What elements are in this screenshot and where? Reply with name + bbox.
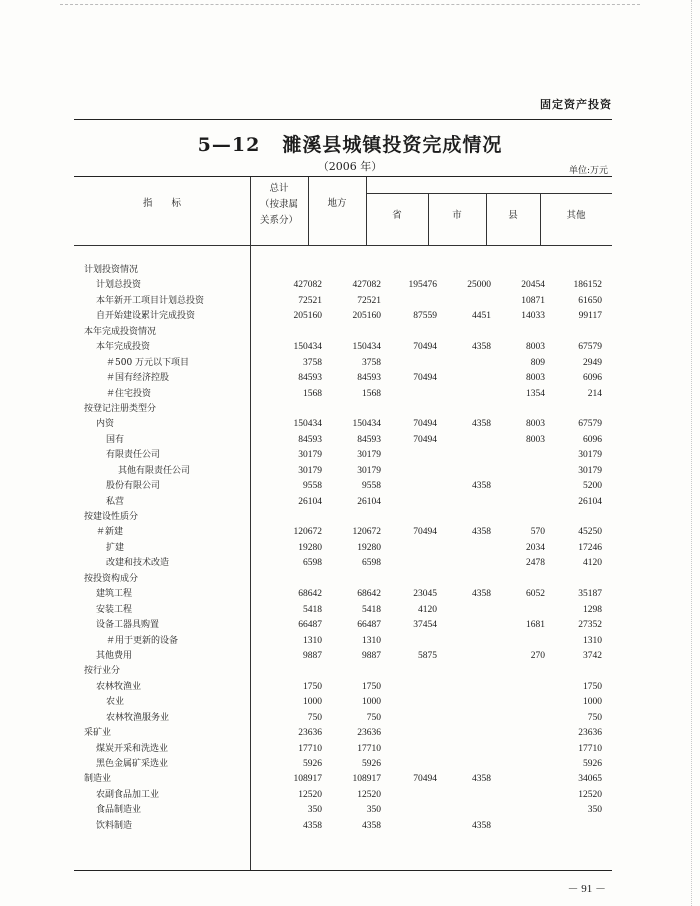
table-top-rule	[74, 176, 612, 177]
row-label: 采矿业	[84, 728, 112, 739]
header-province: 省	[392, 210, 402, 221]
page-number: － 91 －	[567, 883, 606, 895]
cell-province: 70494	[413, 373, 437, 384]
cell-other: 186152	[573, 280, 602, 291]
row-label: 食品制造业	[96, 805, 142, 816]
cell-other: 1310	[583, 635, 602, 646]
cell-local: 84593	[357, 434, 381, 445]
cell-local: 5418	[362, 604, 381, 615]
cell-local: 5926	[362, 759, 381, 769]
cell-city: 4451	[472, 311, 491, 322]
cell-other: 5926	[583, 759, 602, 769]
cell-local: 84593	[357, 373, 381, 384]
cell-total: 3758	[303, 357, 322, 368]
cell-total: 12520	[298, 789, 322, 800]
table-row	[74, 726, 612, 741]
row-label: 改建和技术改造	[106, 558, 170, 569]
table-row	[74, 680, 612, 695]
row-label: 扩建	[106, 542, 125, 553]
cell-other: 4120	[583, 558, 602, 569]
cell-other: 1750	[583, 681, 602, 692]
cell-city: 4358	[472, 481, 491, 492]
cell-local: 17710	[357, 743, 381, 754]
table-row	[74, 278, 612, 293]
row-label: 国有	[106, 434, 125, 445]
row-label: 股份有限公司	[106, 481, 161, 492]
cell-local: 108917	[352, 774, 381, 785]
cell-province: 37454	[413, 620, 437, 631]
cell-local: 350	[366, 805, 381, 816]
cell-other: 67579	[578, 342, 602, 353]
cell-county: 8003	[526, 373, 545, 384]
row-label: 农林牧渔服务业	[106, 712, 170, 723]
cell-other: 17710	[578, 743, 602, 754]
row-label: ＃国有经济控股	[106, 373, 170, 384]
table-row	[74, 464, 612, 479]
cell-local: 1000	[362, 697, 381, 708]
cell-total: 150434	[293, 342, 322, 353]
table-row	[74, 788, 612, 803]
cell-city: 4358	[472, 589, 491, 600]
table-row	[74, 371, 612, 386]
table-row	[74, 417, 612, 432]
unit-label: 单位:万元	[568, 166, 608, 176]
cell-other: 67579	[578, 419, 602, 430]
cell-other: 350	[587, 805, 602, 816]
table-row	[74, 649, 612, 664]
table-body	[74, 263, 612, 834]
row-label: 饮料制造	[96, 820, 133, 831]
cell-other: 30179	[578, 465, 602, 476]
cell-total: 84593	[298, 434, 322, 445]
cell-other: 99117	[578, 311, 602, 322]
cell-local: 150434	[352, 342, 381, 353]
table-row	[74, 664, 612, 679]
cell-county: 1354	[526, 388, 545, 399]
cell-total: 84593	[298, 373, 322, 384]
cell-total: 68642	[298, 589, 322, 600]
cell-city: 4358	[472, 419, 491, 430]
row-label: ＃500 万元以下项目	[106, 357, 190, 368]
table-row	[74, 402, 612, 417]
row-label: 本年新开工项目计划总投资	[96, 295, 205, 306]
cell-local: 68642	[357, 589, 381, 600]
cell-total: 1750	[303, 681, 322, 692]
table-row	[74, 294, 612, 309]
header-total	[250, 181, 308, 229]
table-row	[74, 309, 612, 324]
row-label: 本年完成投资	[96, 342, 151, 353]
cell-local: 205160	[352, 311, 381, 322]
row-label: 计划总投资	[96, 280, 142, 291]
table-row	[74, 603, 612, 618]
cell-city: 4358	[472, 527, 491, 538]
cell-other: 23636	[578, 728, 602, 739]
header-county: 县	[508, 210, 518, 221]
cell-city: 25000	[467, 280, 491, 291]
table-row	[74, 587, 612, 602]
cell-total: 23636	[298, 728, 322, 739]
cell-other: 3742	[583, 650, 602, 661]
row-label: ＃住宅投资	[106, 388, 152, 399]
table-row	[74, 325, 612, 340]
table-row	[74, 742, 612, 757]
cell-other: 6096	[583, 434, 602, 445]
cell-total: 350	[307, 805, 322, 816]
cell-total: 4358	[303, 820, 322, 831]
row-label: 其他有限责任公司	[118, 465, 191, 476]
cell-total: 9558	[303, 481, 322, 492]
cell-total: 750	[307, 712, 322, 723]
cell-other: 61650	[578, 295, 602, 306]
row-label: 制造业	[84, 774, 112, 785]
row-label: 按建设性质分	[84, 512, 139, 522]
header-total-line1: 总计	[269, 183, 289, 194]
cell-county: 2034	[526, 542, 545, 553]
table-row	[74, 479, 612, 494]
cell-county: 1681	[526, 620, 545, 631]
table-number: 5—12	[197, 134, 261, 156]
cell-local: 30179	[357, 465, 381, 476]
cell-total: 30179	[298, 465, 322, 476]
table-row	[74, 803, 612, 818]
row-label: 内资	[96, 419, 115, 430]
cell-total: 30179	[298, 450, 322, 461]
cell-county: 2478	[526, 558, 545, 569]
cell-total: 9887	[303, 650, 322, 661]
cell-total: 19280	[298, 542, 322, 553]
cell-county: 10871	[521, 295, 545, 306]
cell-other: 5200	[583, 481, 602, 492]
cell-province: 70494	[413, 434, 437, 445]
row-label: 按行业分	[84, 666, 121, 677]
cell-local: 750	[366, 712, 381, 723]
row-label: 建筑工程	[96, 589, 133, 600]
cell-other: 214	[587, 388, 602, 399]
header-other: 其他	[566, 210, 586, 221]
cell-county: 20454	[521, 280, 545, 291]
cell-total: 5418	[303, 604, 322, 615]
table-row	[74, 572, 612, 587]
cell-local: 1310	[362, 635, 381, 646]
cell-county: 270	[530, 650, 545, 661]
table-row	[74, 634, 612, 649]
table-row	[74, 618, 612, 633]
table-row	[74, 495, 612, 510]
table-row	[74, 510, 612, 525]
row-label: 其他费用	[96, 650, 133, 661]
cell-other: 26104	[578, 496, 602, 507]
cell-city: 4358	[472, 342, 491, 353]
row-label: 有限责任公司	[106, 450, 161, 461]
header-divider	[74, 119, 612, 120]
cell-local: 72521	[357, 295, 381, 306]
cell-province: 5875	[418, 650, 437, 661]
cell-other: 45250	[578, 527, 602, 538]
cell-local: 4358	[362, 820, 381, 831]
table-row	[74, 448, 612, 463]
table-row	[74, 387, 612, 402]
cell-local: 1750	[362, 681, 381, 692]
cell-local: 150434	[352, 419, 381, 430]
table-row	[74, 263, 612, 278]
cell-total: 6598	[303, 558, 322, 569]
row-label: 农副食品加工业	[96, 789, 160, 800]
cell-local: 427082	[352, 280, 381, 291]
cell-total: 17710	[298, 743, 322, 754]
cell-province: 70494	[413, 419, 437, 430]
header-total-line3: 关系分）	[259, 215, 298, 226]
row-label: 黑色金属矿采选业	[96, 759, 169, 769]
row-label: 设备工器具购置	[96, 620, 160, 631]
cell-province: 70494	[413, 342, 437, 353]
cell-local: 1568	[362, 388, 381, 399]
cell-county: 809	[530, 357, 545, 368]
table-header-bottom-rule	[74, 245, 612, 246]
cell-province: 70494	[413, 527, 437, 538]
table-row	[74, 525, 612, 540]
cell-other: 30179	[578, 450, 602, 461]
cell-county: 8003	[526, 342, 545, 353]
cell-city: 4358	[472, 774, 491, 785]
row-label: 安装工程	[96, 604, 133, 615]
cell-local: 30179	[357, 450, 381, 461]
cell-other: 35187	[578, 589, 602, 600]
cell-province: 4120	[418, 604, 437, 615]
cell-total: 72521	[298, 295, 322, 306]
cell-total: 1568	[303, 388, 322, 399]
cell-other: 34065	[578, 774, 602, 785]
cell-local: 9558	[362, 481, 381, 492]
cell-county: 8003	[526, 434, 545, 445]
cell-total: 1000	[303, 697, 322, 708]
cell-county: 8003	[526, 419, 545, 430]
table-row	[74, 772, 612, 787]
cell-total: 120672	[293, 527, 322, 538]
table-year: （2006 年）	[317, 160, 383, 173]
cell-county: 6052	[526, 589, 545, 600]
cell-county: 14033	[521, 311, 545, 322]
cell-total: 5926	[303, 759, 322, 769]
table-row	[74, 711, 612, 726]
cell-other: 1000	[583, 697, 602, 708]
row-label: 农林牧渔业	[96, 681, 142, 692]
header-local: 地方	[327, 198, 347, 209]
table-row	[74, 757, 612, 772]
cell-local: 26104	[357, 496, 381, 507]
cell-total: 205160	[293, 311, 322, 322]
cell-local: 12520	[357, 789, 381, 800]
row-label: 私营	[106, 496, 125, 507]
table-row	[74, 819, 612, 834]
cell-total: 26104	[298, 496, 322, 507]
cell-total: 427082	[293, 280, 322, 291]
cell-other: 6096	[583, 373, 602, 384]
cell-other: 2949	[583, 357, 602, 368]
row-label: 计划投资情况	[84, 265, 139, 275]
cell-province: 87559	[413, 311, 437, 322]
cell-city: 4358	[472, 820, 491, 831]
row-label: 煤炭开采和洗选业	[96, 743, 169, 754]
cell-local: 23636	[357, 728, 381, 739]
header-city: 市	[452, 210, 462, 221]
cell-local: 6598	[362, 558, 381, 569]
table-title-text: 濉溪县城镇投资完成情况	[282, 134, 503, 156]
cell-other: 750	[587, 712, 602, 723]
cell-local: 19280	[357, 542, 381, 553]
row-label: ＃新建	[96, 527, 124, 538]
cell-other: 27352	[578, 620, 602, 631]
table-row	[74, 541, 612, 556]
row-label: 按投资构成分	[84, 573, 139, 584]
cell-province: 195476	[408, 280, 437, 291]
header-total-line2: （按隶属	[259, 199, 298, 210]
table-row	[74, 556, 612, 571]
cell-total: 1310	[303, 635, 322, 646]
cell-local: 120672	[352, 527, 381, 538]
table-row	[74, 433, 612, 448]
row-label: 自开始建设累计完成投资	[96, 311, 196, 322]
table-title	[0, 130, 700, 157]
cell-local: 3758	[362, 357, 381, 368]
scan-top-edge	[60, 4, 640, 5]
cell-other: 1298	[583, 604, 602, 615]
table-row	[74, 340, 612, 355]
cell-province: 23045	[413, 589, 437, 600]
table-row	[74, 356, 612, 371]
header-indicator: 指 标	[142, 198, 181, 209]
row-label: 按登记注册类型分	[84, 403, 157, 414]
cell-total: 108917	[293, 774, 322, 785]
row-label: 本年完成投资情况	[84, 326, 157, 337]
cell-total: 150434	[293, 419, 322, 430]
row-label: 农业	[106, 697, 125, 708]
cell-province: 70494	[413, 774, 437, 785]
cell-total: 66487	[298, 620, 322, 631]
table-row	[74, 695, 612, 710]
cell-county: 570	[530, 527, 545, 538]
table-subheader-rule	[366, 193, 612, 194]
cell-other: 12520	[578, 789, 602, 800]
cell-other: 17246	[578, 542, 602, 553]
table-bottom-rule	[74, 870, 612, 871]
row-label: ＃用于更新的设备	[106, 635, 179, 646]
cell-local: 9887	[362, 650, 381, 661]
cell-local: 66487	[357, 620, 381, 631]
section-header: 固定资产投资	[540, 98, 612, 111]
